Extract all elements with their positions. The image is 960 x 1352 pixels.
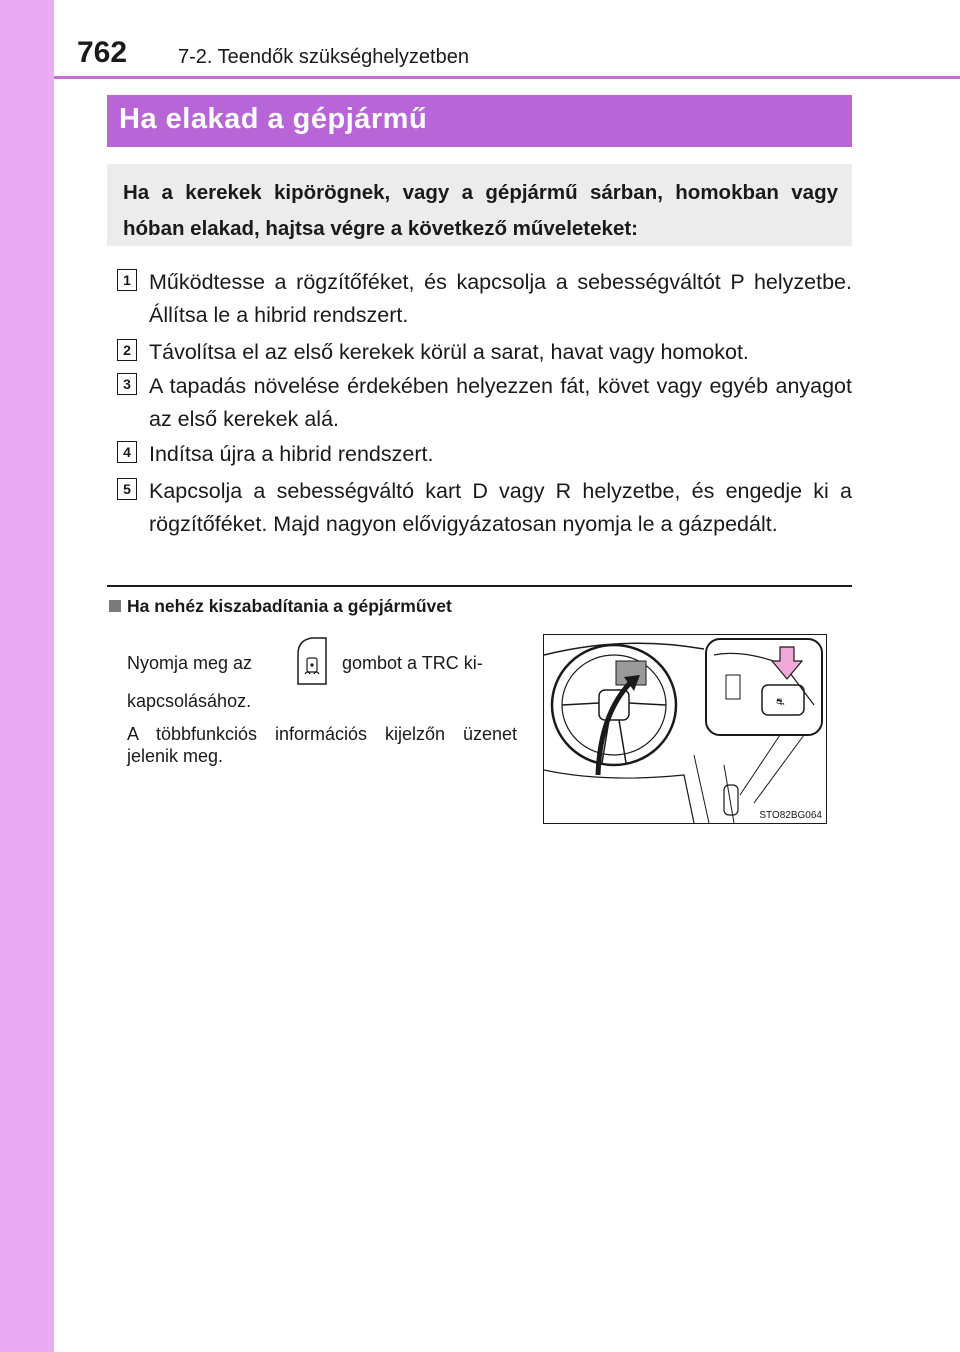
- step-number: 2: [117, 339, 137, 361]
- steering-wheel-illustration: [544, 635, 826, 823]
- trc-off-button-icon: [296, 636, 328, 686]
- page-number: 762: [77, 36, 128, 69]
- instruction-text-start: Nyomja meg az: [127, 653, 253, 673]
- step-number: 1: [117, 269, 137, 291]
- instruction-text-continued: kapcsolásához.: [127, 691, 252, 711]
- svg-text:⛐: ⛐: [776, 697, 785, 708]
- chapter-side-tab: [0, 0, 54, 1352]
- figure-code: STO82BG064: [759, 810, 822, 821]
- page-title: Ha elakad a gépjármű: [119, 103, 428, 135]
- step-text: Távolítsa el az első kerekek körül a sarat, havat vagy homokot.: [149, 340, 749, 364]
- title-bar: [107, 95, 852, 147]
- instruction-text-end: gombot a TRC ki-: [342, 653, 483, 673]
- subsection-heading-text: Ha nehéz kiszabadítania a gépjárművet: [127, 596, 452, 616]
- header-divider: [54, 76, 960, 79]
- step-text: Kapcsolja a sebességváltó kart D vagy R helyzetbe, és engedje ki a rögzítőféket. Majd nagyon elővigyázatosan nyomja le a gázpedált.: [149, 479, 852, 536]
- step-number: 5: [117, 478, 137, 500]
- note-text: A többfunkciós információs kijelzőn üzenet jelenik meg.: [127, 724, 517, 766]
- intro-box: [107, 164, 852, 246]
- step-text: Indítsa újra a hibrid rendszert.: [149, 442, 434, 466]
- step-number: 3: [117, 373, 137, 395]
- subsection-heading: [109, 596, 452, 617]
- section-header-title: 7-2. Teendők szükséghelyzetben: [178, 46, 469, 68]
- dashboard-illustration: [543, 634, 827, 824]
- section-divider: [107, 585, 852, 587]
- square-bullet-icon: [109, 600, 121, 612]
- step-number: 4: [117, 441, 137, 463]
- step-text: Működtesse a rögzítőféket, és kapcsolja a sebességváltót P helyzetbe. Állítsa le a hibrid rendszert.: [149, 270, 852, 327]
- intro-text: Ha a kerekek kipörögnek, vagy a gépjármű sárban, homokban vagy hóban elakad, hajtsa végre a következő műveleteket:: [123, 181, 838, 240]
- step-text: A tapadás növelése érdekében helyezzen fát, követ vagy egyéb anyagot az első kerekek alá.: [149, 374, 852, 431]
